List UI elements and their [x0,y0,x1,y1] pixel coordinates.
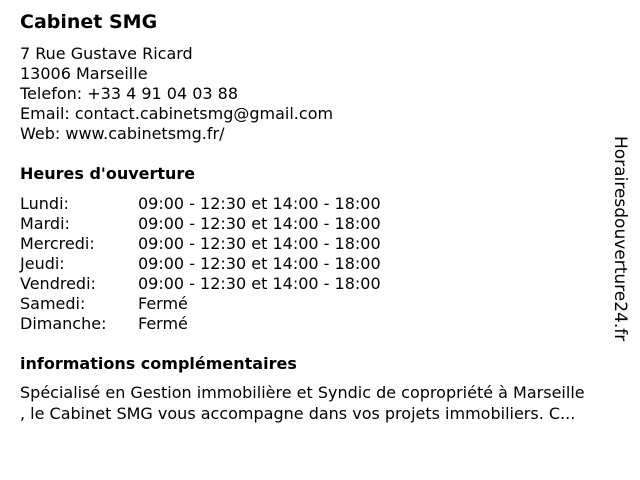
day-hours: 09:00 - 12:30 et 14:00 - 18:00 [138,274,381,293]
site-watermark: Horairesdouverture24.fr [610,136,630,342]
day-label: Samedi: [20,294,86,313]
day-hours: 09:00 - 12:30 et 14:00 - 18:00 [138,214,381,233]
address-street: 7 Rue Gustave Ricard [20,44,193,63]
phone-number: Telefon: +33 4 91 04 03 88 [20,84,239,103]
day-label: Dimanche: [20,314,107,333]
day-hours: 09:00 - 12:30 et 14:00 - 18:00 [138,234,381,253]
day-label: Lundi: [20,194,69,213]
address-city: 13006 Marseille [20,64,148,83]
description-line-1: Spécialisé en Gestion immobilière et Syndic de copropriété à Marseille [20,383,585,402]
website: Web: www.cabinetsmg.fr/ [20,124,225,143]
day-hours: Fermé [138,294,188,313]
description-line-2: , le Cabinet SMG vous accompagne dans vos projets immobiliers. C... [20,404,576,423]
business-name: Cabinet SMG [20,11,158,33]
day-hours: Fermé [138,314,188,333]
email-address: Email: contact.cabinetsmg@gmail.com [20,104,334,123]
contact-block [20,44,333,144]
day-label: Vendredi: [20,274,96,293]
info-heading: informations complémentaires [20,354,297,373]
day-label: Jeudi: [20,254,65,273]
hours-heading: Heures d'ouverture [20,164,196,183]
business-description [20,382,632,424]
day-label: Mardi: [20,214,70,233]
day-label: Mercredi: [20,234,95,253]
day-hours: 09:00 - 12:30 et 14:00 - 18:00 [138,194,381,213]
day-hours: 09:00 - 12:30 et 14:00 - 18:00 [138,254,381,273]
